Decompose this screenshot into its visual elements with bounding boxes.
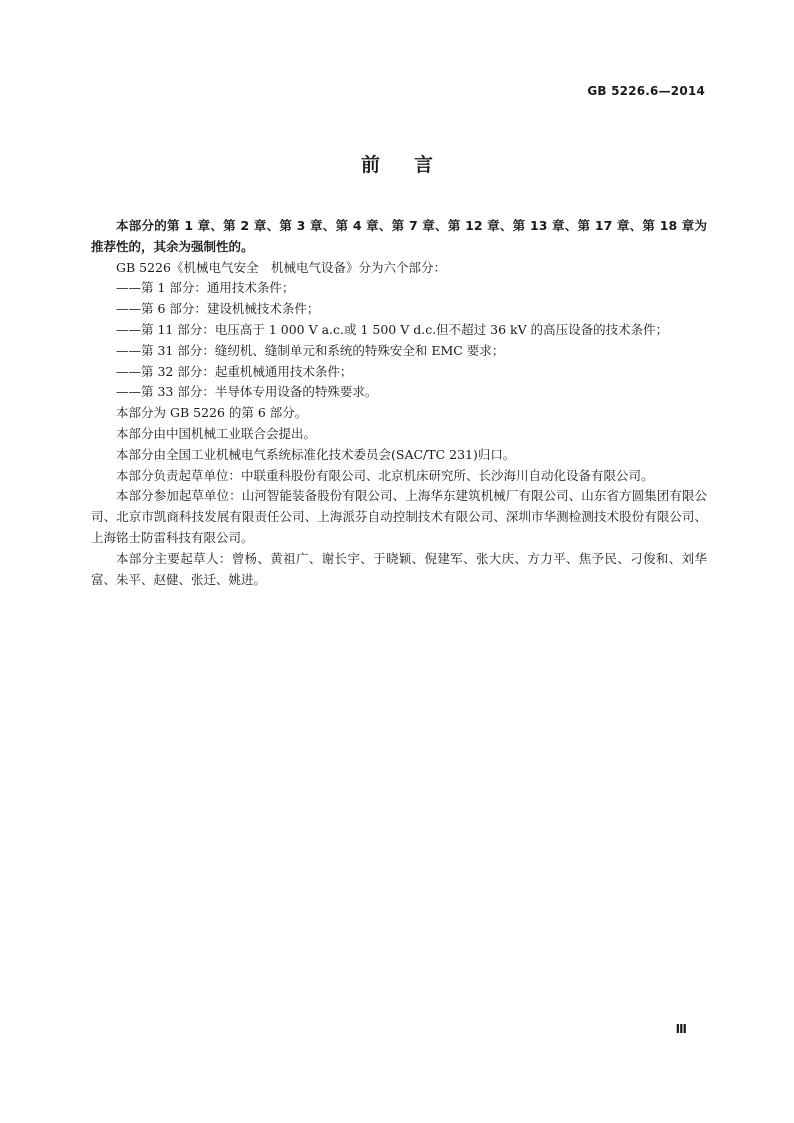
page-title: 前言 [360,154,467,176]
foreword-body [91,216,707,590]
participating-drafters-paragraph: 本部分参加起草单位：山河智能装备股份有限公司、上海华东建筑机械厂有限公司、山东省方圆集团有限公司、北京市凯商科技发展有限责任公司、上海派芬自动控制技术有限公司、深圳市华测检测技术股份有限公司、上海铭士防雷科技有限公司。 [91,488,707,545]
page-number: Ⅲ [675,1022,687,1036]
document-code: GB 5226.6—2014 [587,84,705,98]
main-drafters-paragraph: 本部分主要起草人：曾杨、黄祖广、谢长宇、于晓颖、倪建军、张大庆、方力平、焦予民、刁俊和、刘华富、朱平、赵健、张迁、姚进。 [91,550,707,587]
committee-paragraph: 本部分由全国工业机械电气系统标准化技术委员会(SAC/TC 231)归口。 [116,446,516,462]
part-list-item: ——第 32 部分：起重机械通用技术条件； [116,363,353,379]
part-position-paragraph: 本部分为 GB 5226 的第 6 部分。 [116,405,308,421]
part-list-item: ——第 6 部分：建设机械技术条件； [116,301,320,317]
part-list-item: ——第 1 部分：通用技术条件； [116,280,295,296]
parts-intro-paragraph: GB 5226《机械电气安全 机械电气设备》分为六个部分： [116,259,446,275]
part-list-item: ——第 33 部分：半导体专用设备的特殊要求。 [116,384,378,400]
lead-drafters-paragraph: 本部分负责起草单位：中联重科股份有限公司、北京机床研究所、长沙海川自动化设备有限公司。 [116,467,654,483]
normative-status-paragraph: 本部分的第 1 章、第 2 章、第 3 章、第 4 章、第 7 章、第 12 章、第 13 章、第 17 章、第 18 章为推荐性的，其余为强制性的。 [91,218,707,254]
proposer-paragraph: 本部分由中国机械工业联合会提出。 [116,425,317,441]
part-list-item: ——第 31 部分：缝纫机、缝制单元和系统的特殊安全和 EMC 要求； [116,342,505,358]
part-list-item: ——第 11 部分：电压高于 1 000 V a.c.或 1 500 V d.c.但不超过 36 kV 的高压设备的技术条件； [116,321,669,337]
